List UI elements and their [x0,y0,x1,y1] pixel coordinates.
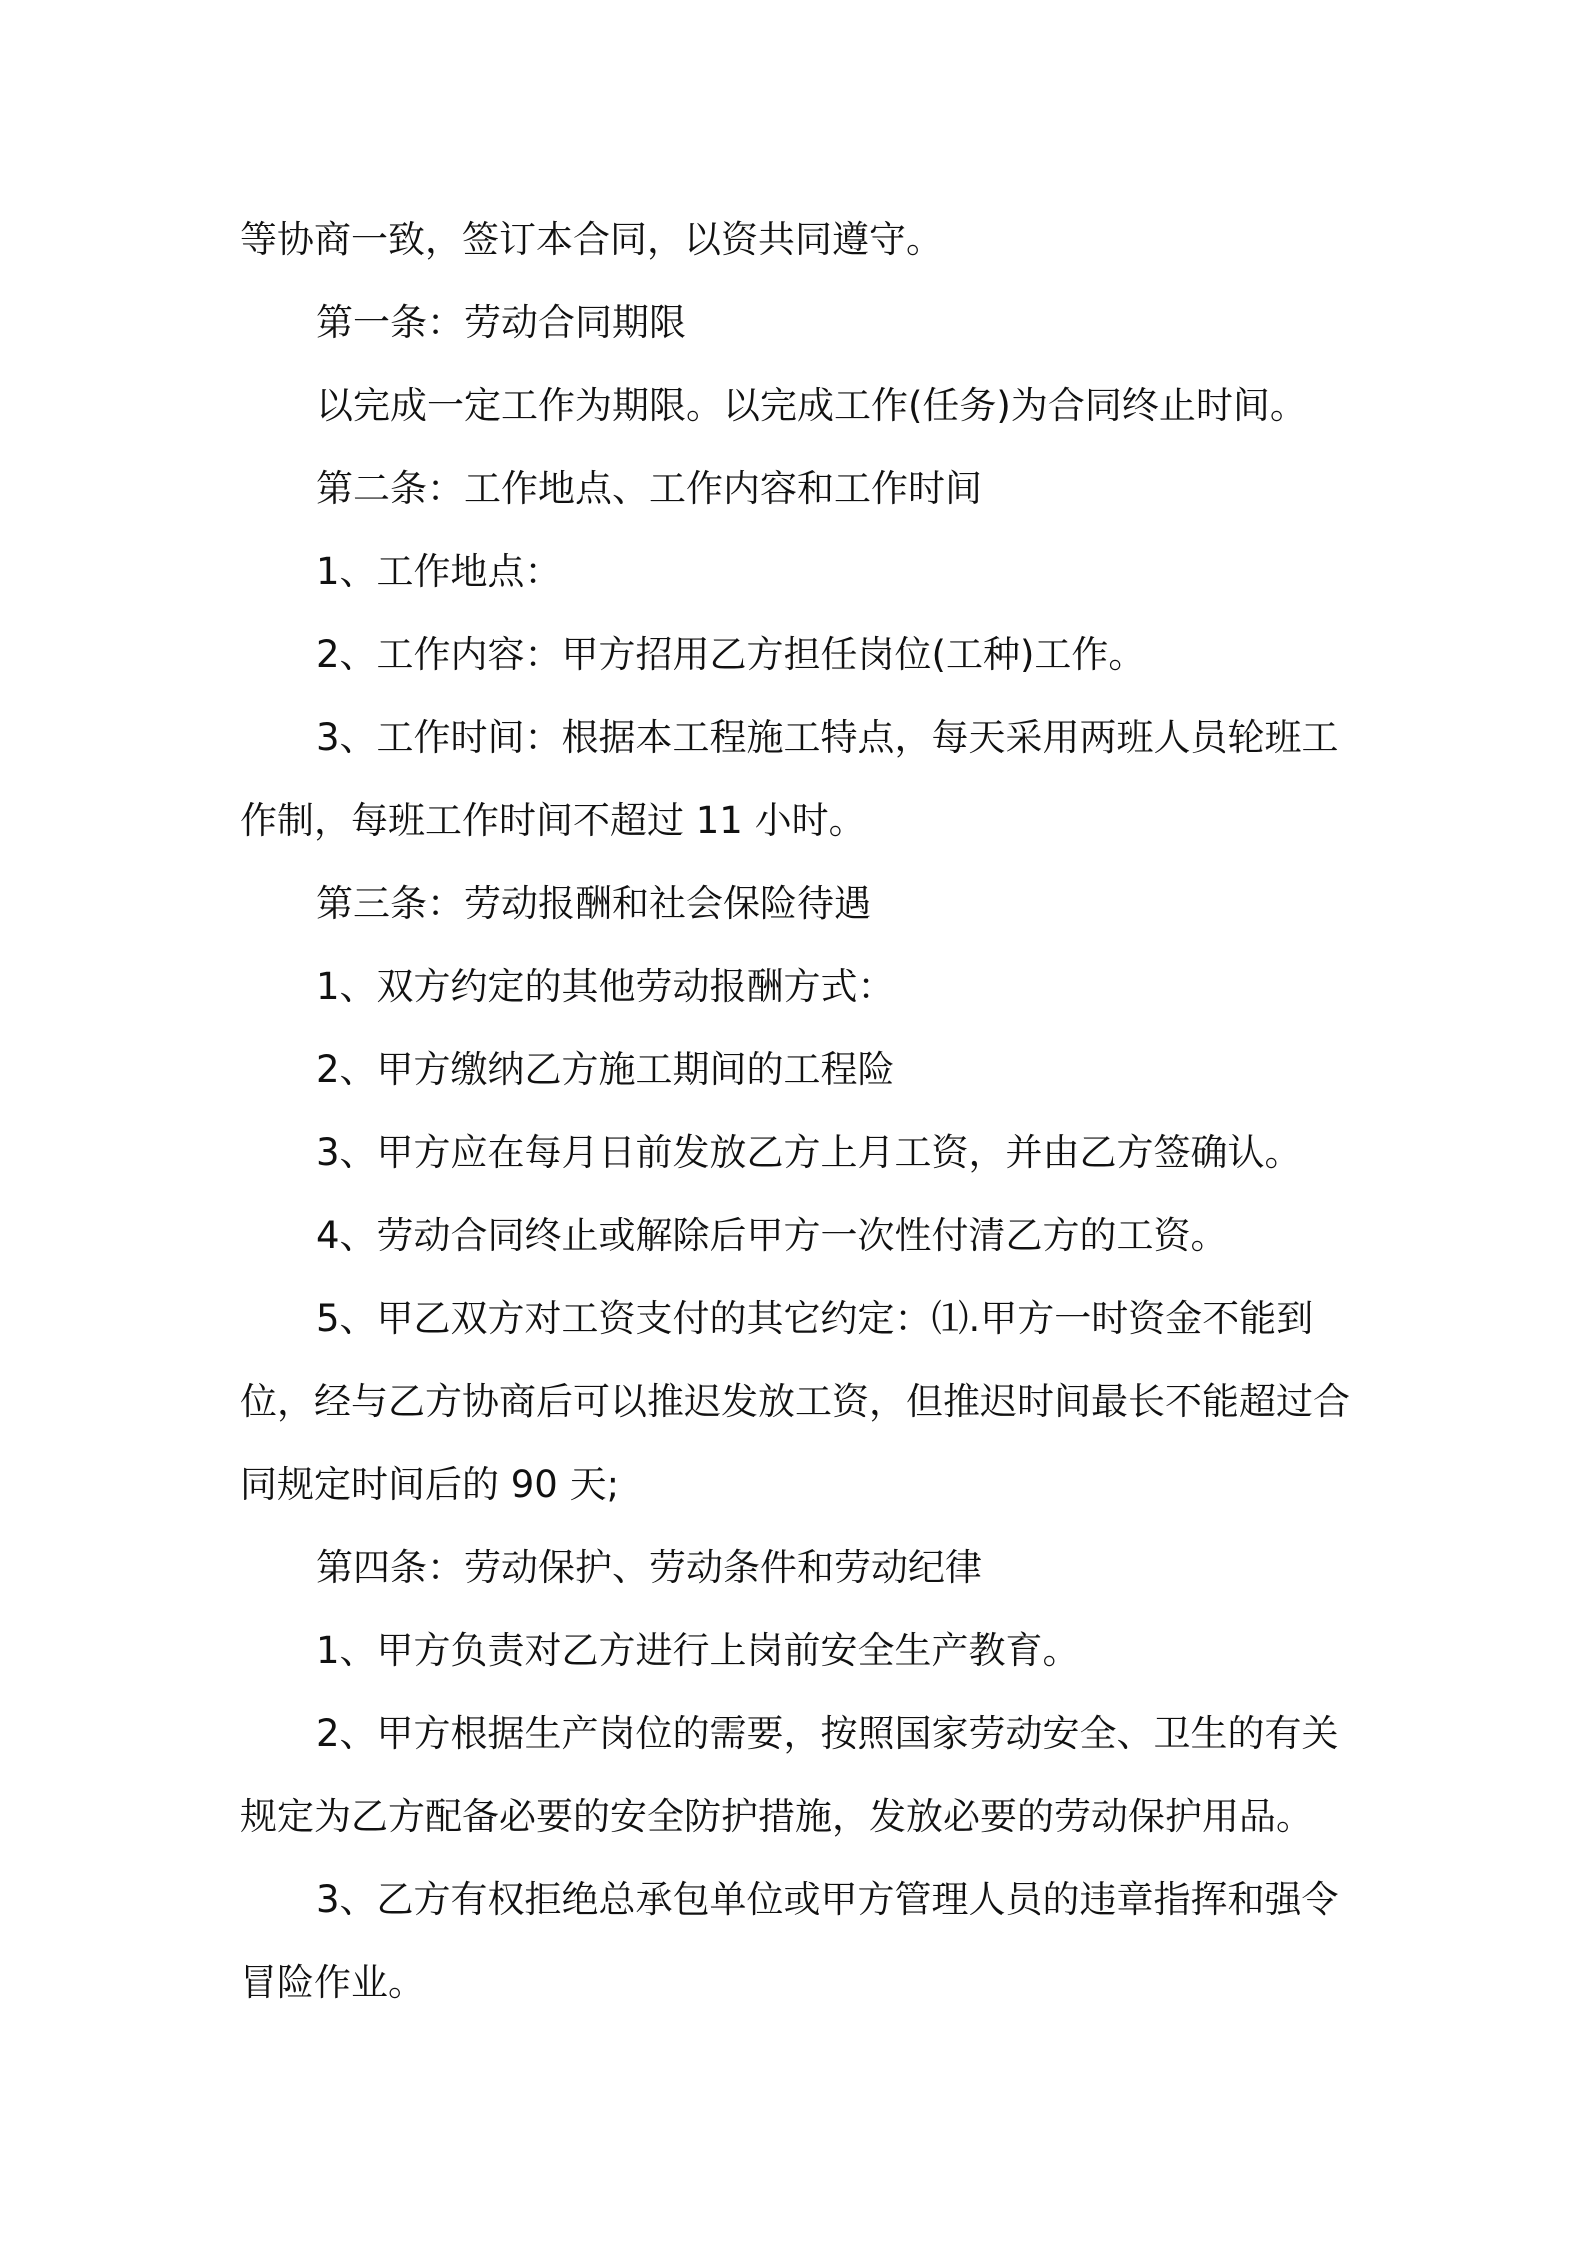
article-2-item-2: 2、工作内容：甲方招用乙方担任岗位(工种)工作。 [316,633,1146,676]
article-3-heading: 第三条：劳动报酬和社会保险待遇 [316,882,871,925]
article-1-text: 以完成一定工作为期限。以完成工作(任务)为合同终止时间。 [316,384,1307,427]
article-2-heading: 第二条：工作地点、工作内容和工作时间 [316,467,982,510]
article-3-item-5: 5、甲乙双方对工资支付的其它约定：⑴.甲方一时资金不能到位，经与乙方协商后可以推迟发放工资，但推迟时间最长不能超过合同规定时间后的 90 天; [240,1297,1350,1506]
article-3-item-2: 2、甲方缴纳乙方施工期间的工程险 [316,1048,895,1091]
article-4-heading: 第四条：劳动保护、劳动条件和劳动纪律 [316,1546,982,1589]
article-3-item-3: 3、甲方应在每月日前发放乙方上月工资，并由乙方签确认。 [316,1131,1302,1174]
document-body [240,198,1360,2024]
article-3-item-4: 4、劳动合同终止或解除后甲方一次性付清乙方的工资。 [316,1214,1228,1257]
article-1-heading: 第一条：劳动合同期限 [316,301,686,344]
article-4-item-3: 3、乙方有权拒绝总承包单位或甲方管理人员的违章指挥和强令冒险作业。 [240,1878,1339,2004]
article-3-item-1: 1、双方约定的其他劳动报酬方式： [316,965,895,1008]
paragraph-preamble-end: 等协商一致，签订本合同，以资共同遵守。 [240,218,943,261]
article-4-item-1: 1、甲方负责对乙方进行上岗前安全生产教育。 [316,1629,1080,1672]
article-2-item-3: 3、工作时间：根据本工程施工特点，每天采用两班人员轮班工作制，每班工作时间不超过 11 小时。 [240,716,1339,842]
article-4-item-2: 2、甲方根据生产岗位的需要，按照国家劳动安全、卫生的有关规定为乙方配备必要的安全防护措施，发放必要的劳动保护用品。 [240,1712,1339,1838]
article-2-item-1: 1、工作地点： [316,550,562,593]
